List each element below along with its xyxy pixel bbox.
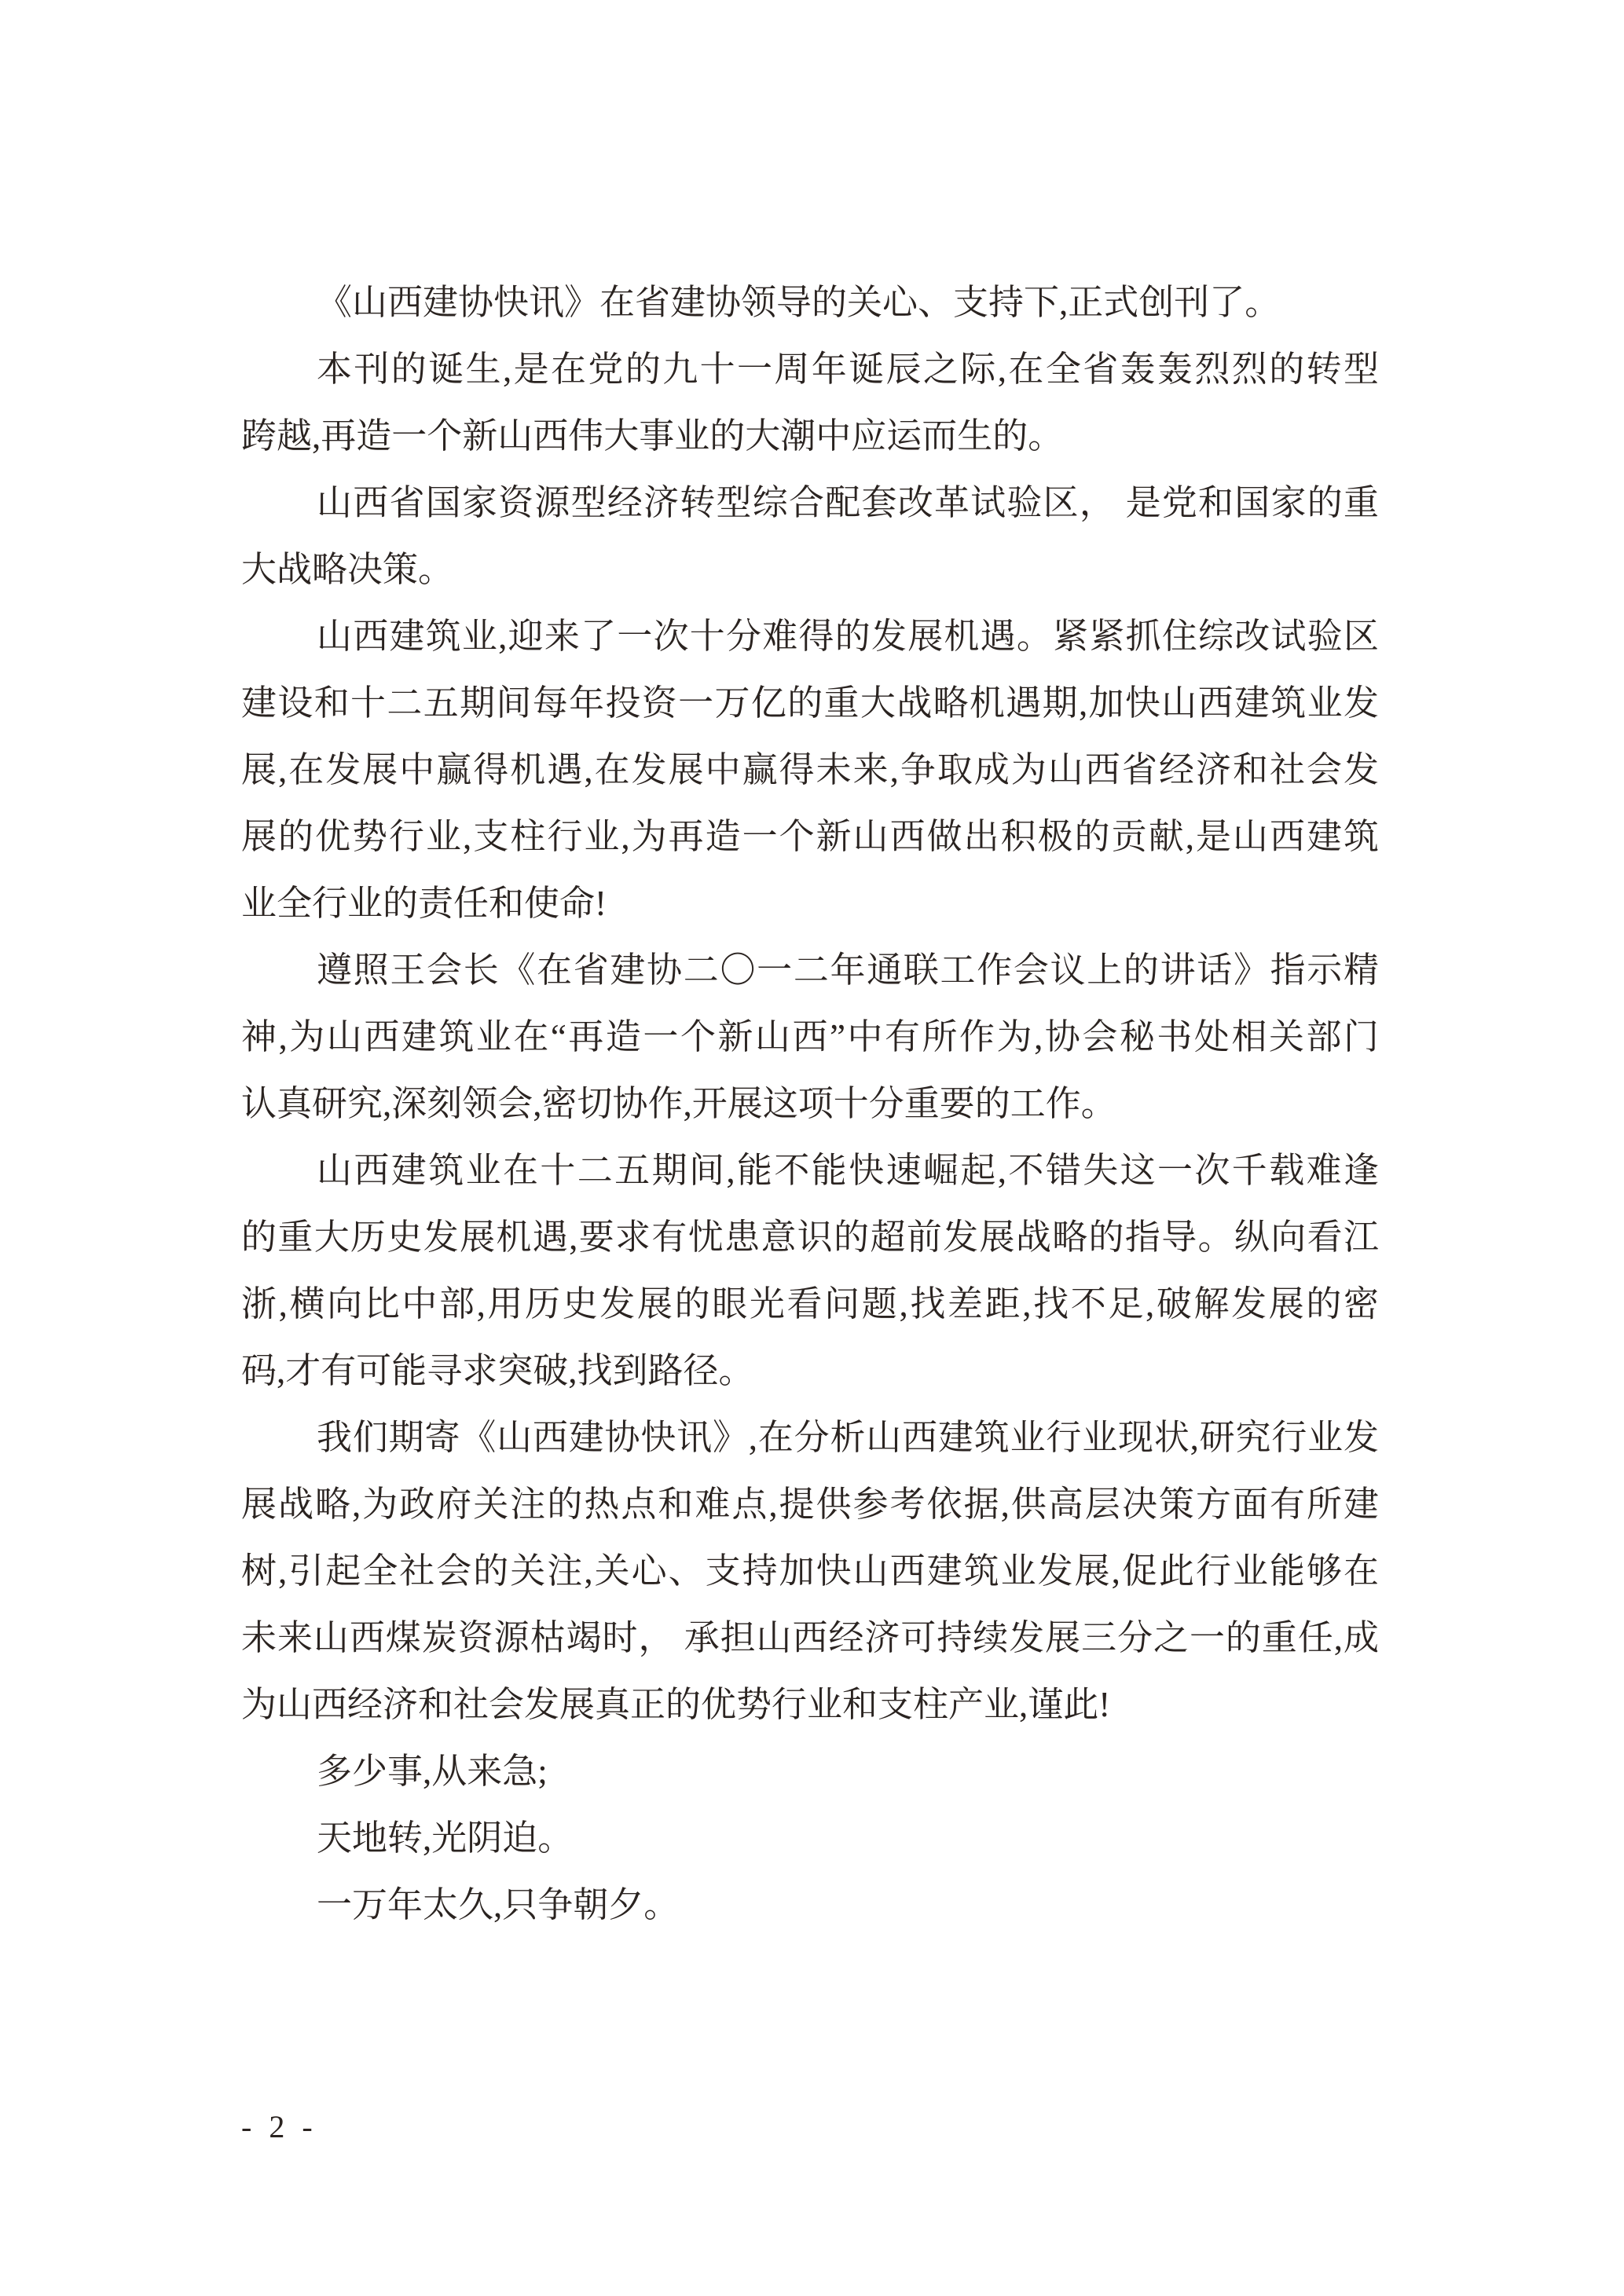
text-line: 多少事,从来急; xyxy=(317,1752,548,1791)
text-line: 山西省国家资源型经济转型综合配套改革试验区， 是党和国家的重 xyxy=(317,483,1379,522)
text-line: 码,才有可能寻求突破,找到路径。 xyxy=(241,1351,754,1390)
text-line: 天地转,光阴迫。 xyxy=(317,1818,574,1858)
text-line: 山西建筑业在十二五期间,能不能快速崛起,不错失这一次千载难逢 xyxy=(317,1151,1379,1190)
text-line: 展战略,为政府关注的热点和难点,提供参考依据,供高层决策方面有所建 xyxy=(241,1485,1379,1524)
text-line: 展的优势行业,支柱行业,为再造一个新山西做出积极的贡献,是山西建筑 xyxy=(241,817,1379,856)
text-line: 认真研究,深刻领会,密切协作,开展这项十分重要的工作。 xyxy=(241,1084,1116,1123)
text-line: 浙,横向比中部,用历史发展的眼光看问题,找差距,找不足,破解发展的密 xyxy=(241,1284,1379,1324)
text-line: 山西建筑业,迎来了一次十分难得的发展机遇。紧紧抓住综改试验区 xyxy=(317,617,1379,656)
text-block xyxy=(241,269,1379,1939)
text-line: 大战略决策。 xyxy=(241,550,454,589)
text-line: 的重大历史发展机遇,要求有忧患意识的超前发展战略的指导。纵向看江 xyxy=(241,1218,1379,1257)
text-line: 我们期寄《山西建协快讯》,在分析山西建筑业行业现状,研究行业发 xyxy=(317,1418,1379,1457)
text-line: 业全行业的责任和使命! xyxy=(241,884,607,923)
text-line: 展,在发展中赢得机遇,在发展中赢得未来,争取成为山西省经济和社会发 xyxy=(241,750,1379,789)
text-line: 为山西经济和社会发展真正的优势行业和支柱产业,谨此! xyxy=(241,1685,1111,1724)
page-number: - 2 - xyxy=(241,2109,317,2144)
text-line: 遵照王会长《在省建协二〇一二年通联工作会议上的讲话》指示精 xyxy=(317,950,1379,990)
text-line: 一万年太久,只争朝夕。 xyxy=(317,1885,680,1924)
text-line: 《山西建协快讯》在省建协领导的关心、支持下,正式创刊了。 xyxy=(317,283,1281,322)
text-line: 本刊的诞生,是在党的九十一周年诞辰之际,在全省轰轰烈烈的转型 xyxy=(317,350,1379,389)
text-line: 建设和十二五期间每年投资一万亿的重大战略机遇期,加快山西建筑业发 xyxy=(241,683,1379,723)
text-line: 神,为山西建筑业在“再造一个新山西”中有所作为,协会秘书处相关部门 xyxy=(241,1017,1379,1056)
text-line: 跨越,再造一个新山西伟大事业的大潮中应运而生的。 xyxy=(241,416,1064,456)
text-line: 树,引起全社会的关注,关心、支持加快山西建筑业发展,促此行业能够在 xyxy=(241,1551,1379,1591)
text-line: 未来山西煤炭资源枯竭时， 承担山西经济可持续发展三分之一的重任,成 xyxy=(241,1618,1379,1657)
